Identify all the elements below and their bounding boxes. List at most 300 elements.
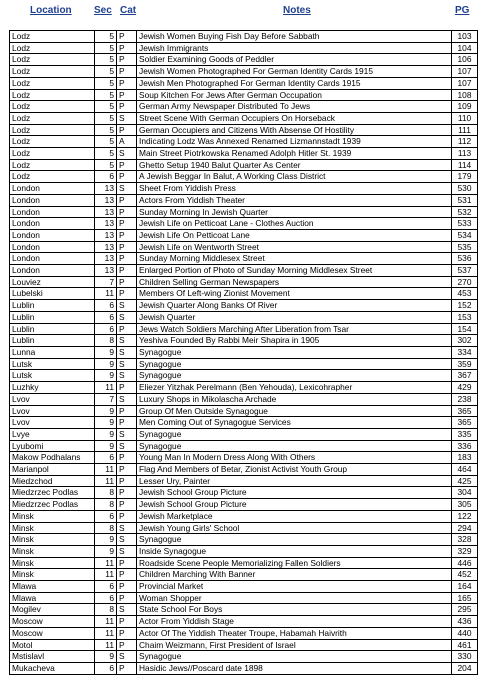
cat-cell: P bbox=[117, 405, 137, 417]
location-cell: Lodz bbox=[10, 42, 95, 54]
notes-cell: Jewish Men Photographed For German Identity Cards 1915 bbox=[137, 77, 452, 89]
location-cell: Motol bbox=[10, 639, 95, 651]
location-cell: Lodz bbox=[10, 101, 95, 113]
notes-cell: Street Scene With German Occupiers On Horseback bbox=[137, 112, 452, 124]
location-cell: Minsk bbox=[10, 510, 95, 522]
table-row bbox=[10, 229, 478, 241]
table-row bbox=[10, 171, 478, 183]
table-row bbox=[10, 183, 478, 195]
sec-cell: 9 bbox=[95, 651, 117, 663]
cat-cell: P bbox=[117, 569, 137, 581]
table-row bbox=[10, 311, 478, 323]
table-row bbox=[10, 265, 478, 277]
notes-cell: Actor Of The Yiddish Theater Troupe, Habamah Haivrith bbox=[137, 627, 452, 639]
cat-cell: S bbox=[117, 428, 137, 440]
cat-cell: P bbox=[117, 557, 137, 569]
sec-cell: 6 bbox=[95, 581, 117, 593]
location-cell: Mstislavl bbox=[10, 651, 95, 663]
location-cell: London bbox=[10, 206, 95, 218]
table-row bbox=[10, 77, 478, 89]
location-cell: Luzhky bbox=[10, 382, 95, 394]
table-row bbox=[10, 54, 478, 66]
sec-cell: 11 bbox=[95, 464, 117, 476]
sec-cell: 9 bbox=[95, 417, 117, 429]
notes-cell: Soup Kitchen For Jews After German Occupation bbox=[137, 89, 452, 101]
location-cell: Moscow bbox=[10, 616, 95, 628]
cat-cell: P bbox=[117, 229, 137, 241]
location-cell: Lodz bbox=[10, 112, 95, 124]
cat-cell: P bbox=[117, 241, 137, 253]
pg-cell: 294 bbox=[452, 522, 478, 534]
sec-cell: 11 bbox=[95, 382, 117, 394]
notes-cell: Synagogue bbox=[137, 651, 452, 663]
pg-cell: 367 bbox=[452, 370, 478, 382]
notes-cell: Actor From Yiddish Stage bbox=[137, 616, 452, 628]
notes-cell: State School For Boys bbox=[137, 604, 452, 616]
notes-cell: Inside Synagogue bbox=[137, 545, 452, 557]
pg-cell: 330 bbox=[452, 651, 478, 663]
cat-cell: P bbox=[117, 171, 137, 183]
location-cell: Lodz bbox=[10, 171, 95, 183]
table-row bbox=[10, 253, 478, 265]
cat-cell: S bbox=[117, 112, 137, 124]
pg-cell: 365 bbox=[452, 417, 478, 429]
notes-cell: Sunday Morning In Jewish Quarter bbox=[137, 206, 452, 218]
sec-cell: 6 bbox=[95, 323, 117, 335]
pg-cell: 110 bbox=[452, 112, 478, 124]
notes-cell: Roadside Scene People Memorializing Fallen Soldiers bbox=[137, 557, 452, 569]
location-header: Location bbox=[30, 5, 72, 16]
table-row bbox=[10, 569, 478, 581]
pg-cell: 436 bbox=[452, 616, 478, 628]
notes-cell: Luxury Shops in Mikolascha Archade bbox=[137, 393, 452, 405]
table-row bbox=[10, 159, 478, 171]
notes-cell: Main Street Piotrkowska Renamed Adolph Hitler St. 1939 bbox=[137, 148, 452, 160]
notes-cell: Jews Watch Soldiers Marching After Liberation from Tsar bbox=[137, 323, 452, 335]
notes-cell: Ghetto Setup 1940 Balut Quarter As Center bbox=[137, 159, 452, 171]
location-cell: Lvye bbox=[10, 428, 95, 440]
sec-cell: 5 bbox=[95, 77, 117, 89]
table-row bbox=[10, 592, 478, 604]
sec-cell: 5 bbox=[95, 31, 117, 43]
cat-cell: P bbox=[117, 487, 137, 499]
location-cell: London bbox=[10, 229, 95, 241]
table-row bbox=[10, 346, 478, 358]
pg-cell: 106 bbox=[452, 54, 478, 66]
notes-cell: Synagogue bbox=[137, 534, 452, 546]
location-cell: Lodz bbox=[10, 148, 95, 160]
notes-cell: Children Marching With Banner bbox=[137, 569, 452, 581]
pg-cell: 537 bbox=[452, 265, 478, 277]
pg-cell: 530 bbox=[452, 183, 478, 195]
location-cell: Lunna bbox=[10, 346, 95, 358]
notes-cell: Men Coming Out of Synagogue Services bbox=[137, 417, 452, 429]
sec-cell: 9 bbox=[95, 405, 117, 417]
sec-cell: 7 bbox=[95, 393, 117, 405]
sec-cell: 8 bbox=[95, 335, 117, 347]
table-row bbox=[10, 428, 478, 440]
cat-cell: P bbox=[117, 206, 137, 218]
location-cell: Minsk bbox=[10, 545, 95, 557]
location-cell: Lodz bbox=[10, 136, 95, 148]
cat-cell: S bbox=[117, 604, 137, 616]
notes-cell: German Army Newspaper Distributed To Jews bbox=[137, 101, 452, 113]
location-cell: London bbox=[10, 253, 95, 265]
table-row bbox=[10, 651, 478, 663]
sec-cell: 11 bbox=[95, 569, 117, 581]
pg-cell: 165 bbox=[452, 592, 478, 604]
notes-cell: Jewish Women Photographed For German Identity Cards 1915 bbox=[137, 66, 452, 78]
location-cell: Marianpol bbox=[10, 464, 95, 476]
pg-cell: 109 bbox=[452, 101, 478, 113]
location-cell: Lodz bbox=[10, 66, 95, 78]
pg-cell: 536 bbox=[452, 253, 478, 265]
table-row bbox=[10, 194, 478, 206]
table-row bbox=[10, 393, 478, 405]
notes-cell: Hasidic Jews//Poscard date 1898 bbox=[137, 662, 452, 674]
table-row bbox=[10, 112, 478, 124]
sec-cell: 11 bbox=[95, 627, 117, 639]
cat-cell: P bbox=[117, 510, 137, 522]
pg-cell: 107 bbox=[452, 77, 478, 89]
location-cell: London bbox=[10, 194, 95, 206]
notes-cell: Jewish Life On Petticoat Lane bbox=[137, 229, 452, 241]
cat-cell: P bbox=[117, 218, 137, 230]
cat-cell: S bbox=[117, 651, 137, 663]
sec-cell: 13 bbox=[95, 194, 117, 206]
notes-cell: A Jewish Beggar In Balut, A Working Class District bbox=[137, 171, 452, 183]
table-row bbox=[10, 499, 478, 511]
cat-cell: A bbox=[117, 136, 137, 148]
cat-cell: S bbox=[117, 393, 137, 405]
column-header-row bbox=[0, 0, 488, 22]
pg-cell: 164 bbox=[452, 581, 478, 593]
sec-cell: 5 bbox=[95, 112, 117, 124]
cat-cell: P bbox=[117, 627, 137, 639]
location-cell: Minsk bbox=[10, 557, 95, 569]
pg-cell: 533 bbox=[452, 218, 478, 230]
pg-cell: 335 bbox=[452, 428, 478, 440]
sec-cell: 13 bbox=[95, 206, 117, 218]
location-cell: London bbox=[10, 265, 95, 277]
pg-cell: 440 bbox=[452, 627, 478, 639]
cat-cell: P bbox=[117, 54, 137, 66]
notes-cell: Yeshiva Founded By Rabbi Meir Shapira in 1905 bbox=[137, 335, 452, 347]
cat-cell: P bbox=[117, 417, 137, 429]
cat-cell: S bbox=[117, 311, 137, 323]
table-row bbox=[10, 452, 478, 464]
table-row bbox=[10, 370, 478, 382]
table-row bbox=[10, 545, 478, 557]
cat-cell: P bbox=[117, 101, 137, 113]
pg-cell: 153 bbox=[452, 311, 478, 323]
location-cell: Lublin bbox=[10, 311, 95, 323]
location-cell: Louviez bbox=[10, 276, 95, 288]
pg-cell: 183 bbox=[452, 452, 478, 464]
cat-cell: P bbox=[117, 581, 137, 593]
pg-cell: 270 bbox=[452, 276, 478, 288]
notes-cell: Synagogue bbox=[137, 440, 452, 452]
pg-cell: 114 bbox=[452, 159, 478, 171]
pg-cell: 304 bbox=[452, 487, 478, 499]
cat-cell: S bbox=[117, 534, 137, 546]
sec-cell: 13 bbox=[95, 218, 117, 230]
sec-cell: 5 bbox=[95, 54, 117, 66]
table-row bbox=[10, 358, 478, 370]
pg-cell: 152 bbox=[452, 300, 478, 312]
sec-cell: 6 bbox=[95, 300, 117, 312]
pg-cell: 122 bbox=[452, 510, 478, 522]
table-row bbox=[10, 382, 478, 394]
pg-cell: 452 bbox=[452, 569, 478, 581]
sec-cell: 11 bbox=[95, 639, 117, 651]
notes-cell: Provincial Market bbox=[137, 581, 452, 593]
notes-cell: German Occupiers and Citizens With Absense Of Hostility bbox=[137, 124, 452, 136]
cat-cell: P bbox=[117, 66, 137, 78]
table-row bbox=[10, 405, 478, 417]
table-row bbox=[10, 662, 478, 674]
location-cell: Minsk bbox=[10, 569, 95, 581]
sec-cell: 8 bbox=[95, 522, 117, 534]
cat-cell: P bbox=[117, 159, 137, 171]
table-row bbox=[10, 627, 478, 639]
notes-cell: Woman Shopper bbox=[137, 592, 452, 604]
pg-cell: 329 bbox=[452, 545, 478, 557]
cat-cell: P bbox=[117, 288, 137, 300]
location-cell: London bbox=[10, 241, 95, 253]
notes-cell: Synagogue bbox=[137, 346, 452, 358]
cat-cell: P bbox=[117, 499, 137, 511]
notes-cell: Synagogue bbox=[137, 428, 452, 440]
location-cell: Lutsk bbox=[10, 358, 95, 370]
notes-cell: Members Of Left-wing Zionist Movement bbox=[137, 288, 452, 300]
table-row bbox=[10, 136, 478, 148]
location-cell: Makow Podhalans bbox=[10, 452, 95, 464]
location-cell: Lvov bbox=[10, 405, 95, 417]
sec-cell: 6 bbox=[95, 662, 117, 674]
sec-cell: 5 bbox=[95, 89, 117, 101]
location-cell: Lodz bbox=[10, 159, 95, 171]
cat-cell: P bbox=[117, 77, 137, 89]
location-cell: Lublin bbox=[10, 300, 95, 312]
pg-cell: 336 bbox=[452, 440, 478, 452]
notes-cell: Sunday Morning Middlesex Street bbox=[137, 253, 452, 265]
location-cell: Miedzrzec Podlas bbox=[10, 487, 95, 499]
notes-cell: Sheet From Yiddish Press bbox=[137, 183, 452, 195]
pg-header: PG bbox=[455, 5, 470, 16]
sec-cell: 6 bbox=[95, 311, 117, 323]
location-cell: Mlawa bbox=[10, 592, 95, 604]
table-row bbox=[10, 464, 478, 476]
cat-cell: P bbox=[117, 452, 137, 464]
location-cell: Lvov bbox=[10, 417, 95, 429]
sec-cell: 9 bbox=[95, 346, 117, 358]
cat-cell: P bbox=[117, 662, 137, 674]
table-row bbox=[10, 440, 478, 452]
pg-cell: 295 bbox=[452, 604, 478, 616]
sec-cell: 11 bbox=[95, 616, 117, 628]
cat-cell: S bbox=[117, 148, 137, 160]
location-cell: Lublin bbox=[10, 335, 95, 347]
sec-cell: 6 bbox=[95, 510, 117, 522]
sec-cell: 13 bbox=[95, 253, 117, 265]
cat-cell: P bbox=[117, 639, 137, 651]
sec-cell: 5 bbox=[95, 136, 117, 148]
notes-cell: Synagogue bbox=[137, 358, 452, 370]
table-row bbox=[10, 42, 478, 54]
pg-cell: 425 bbox=[452, 475, 478, 487]
notes-cell: Children Selling German Newspapers bbox=[137, 276, 452, 288]
location-cell: Miedzchod bbox=[10, 475, 95, 487]
pg-cell: 453 bbox=[452, 288, 478, 300]
sec-cell: 11 bbox=[95, 475, 117, 487]
cat-cell: P bbox=[117, 592, 137, 604]
cat-cell: P bbox=[117, 253, 137, 265]
table-row bbox=[10, 475, 478, 487]
cat-cell: S bbox=[117, 358, 137, 370]
pg-cell: 535 bbox=[452, 241, 478, 253]
table-row bbox=[10, 522, 478, 534]
sec-cell: 13 bbox=[95, 183, 117, 195]
sec-cell: 5 bbox=[95, 124, 117, 136]
notes-header: Notes bbox=[283, 5, 311, 16]
table-row bbox=[10, 639, 478, 651]
pg-cell: 111 bbox=[452, 124, 478, 136]
table-row bbox=[10, 581, 478, 593]
location-cell: Miedzrzec Podlas bbox=[10, 499, 95, 511]
table-row bbox=[10, 335, 478, 347]
cat-header: Cat bbox=[120, 5, 137, 16]
cat-cell: S bbox=[117, 370, 137, 382]
cat-cell: P bbox=[117, 616, 137, 628]
pg-cell: 531 bbox=[452, 194, 478, 206]
table-row bbox=[10, 101, 478, 113]
cat-cell: S bbox=[117, 335, 137, 347]
sec-cell: 5 bbox=[95, 159, 117, 171]
notes-cell: Eliezer Yitzhak Perelmann (Ben Yehouda), Lexicohrapher bbox=[137, 382, 452, 394]
table-row bbox=[10, 534, 478, 546]
pg-cell: 204 bbox=[452, 662, 478, 674]
cat-cell: S bbox=[117, 522, 137, 534]
notes-cell: Group Of Men Outside Synagogue bbox=[137, 405, 452, 417]
sec-cell: 8 bbox=[95, 604, 117, 616]
table-row bbox=[10, 417, 478, 429]
location-cell: Mogilev bbox=[10, 604, 95, 616]
pg-cell: 464 bbox=[452, 464, 478, 476]
pg-cell: 365 bbox=[452, 405, 478, 417]
location-cell: Minsk bbox=[10, 522, 95, 534]
location-cell: Mukacheva bbox=[10, 662, 95, 674]
table-row bbox=[10, 604, 478, 616]
notes-cell: Jewish Quarter bbox=[137, 311, 452, 323]
pg-cell: 532 bbox=[452, 206, 478, 218]
pg-cell: 104 bbox=[452, 42, 478, 54]
table-row bbox=[10, 288, 478, 300]
pg-cell: 179 bbox=[452, 171, 478, 183]
index-table-body bbox=[10, 31, 478, 675]
cat-cell: S bbox=[117, 300, 137, 312]
table-row bbox=[10, 276, 478, 288]
sec-cell: 11 bbox=[95, 288, 117, 300]
table-row bbox=[10, 89, 478, 101]
pg-cell: 429 bbox=[452, 382, 478, 394]
cat-cell: P bbox=[117, 382, 137, 394]
sec-cell: 5 bbox=[95, 42, 117, 54]
table-row bbox=[10, 218, 478, 230]
pg-cell: 107 bbox=[452, 66, 478, 78]
index-table bbox=[9, 30, 478, 675]
notes-cell: Soldier Examining Goods of Peddler bbox=[137, 54, 452, 66]
sec-cell: 5 bbox=[95, 66, 117, 78]
notes-cell: Jewish Young Girls' School bbox=[137, 522, 452, 534]
pg-cell: 113 bbox=[452, 148, 478, 160]
cat-cell: P bbox=[117, 276, 137, 288]
cat-cell: P bbox=[117, 323, 137, 335]
table-row bbox=[10, 487, 478, 499]
pg-cell: 305 bbox=[452, 499, 478, 511]
location-cell: Lublin bbox=[10, 323, 95, 335]
location-cell: Lodz bbox=[10, 54, 95, 66]
sec-cell: 9 bbox=[95, 358, 117, 370]
notes-cell: Jewish Quarter Along Banks Of River bbox=[137, 300, 452, 312]
sec-cell: 9 bbox=[95, 370, 117, 382]
table-row bbox=[10, 557, 478, 569]
cat-cell: P bbox=[117, 124, 137, 136]
pg-cell: 302 bbox=[452, 335, 478, 347]
cat-cell: P bbox=[117, 89, 137, 101]
notes-cell: Enlarged Portion of Photo of Sunday Morning Middlesex Street bbox=[137, 265, 452, 277]
location-cell: Minsk bbox=[10, 534, 95, 546]
cat-cell: P bbox=[117, 475, 137, 487]
cat-cell: S bbox=[117, 440, 137, 452]
cat-cell: P bbox=[117, 31, 137, 43]
table-row bbox=[10, 124, 478, 136]
cat-cell: P bbox=[117, 265, 137, 277]
pg-cell: 534 bbox=[452, 229, 478, 241]
table-row bbox=[10, 66, 478, 78]
sec-header: Sec bbox=[94, 5, 112, 16]
pg-cell: 461 bbox=[452, 639, 478, 651]
notes-cell: Jewish School Group Picture bbox=[137, 499, 452, 511]
sec-cell: 9 bbox=[95, 545, 117, 557]
table-row bbox=[10, 300, 478, 312]
pg-cell: 446 bbox=[452, 557, 478, 569]
sec-cell: 6 bbox=[95, 452, 117, 464]
pg-cell: 103 bbox=[452, 31, 478, 43]
table-row bbox=[10, 148, 478, 160]
notes-cell: Jewish Life on Wentworth Street bbox=[137, 241, 452, 253]
pg-cell: 328 bbox=[452, 534, 478, 546]
sec-cell: 9 bbox=[95, 534, 117, 546]
notes-cell: Jewish Life on Petticoat Lane - Clothes Auction bbox=[137, 218, 452, 230]
table-row bbox=[10, 241, 478, 253]
sec-cell: 8 bbox=[95, 499, 117, 511]
pg-cell: 112 bbox=[452, 136, 478, 148]
table-row bbox=[10, 31, 478, 43]
location-cell: Lvov bbox=[10, 393, 95, 405]
notes-cell: Actors From Yiddish Theater bbox=[137, 194, 452, 206]
notes-cell: Jewish Immigrants bbox=[137, 42, 452, 54]
pg-cell: 334 bbox=[452, 346, 478, 358]
location-cell: Mlawa bbox=[10, 581, 95, 593]
cat-cell: P bbox=[117, 464, 137, 476]
location-cell: Lodz bbox=[10, 31, 95, 43]
table-row bbox=[10, 206, 478, 218]
sec-cell: 9 bbox=[95, 428, 117, 440]
location-cell: Lutsk bbox=[10, 370, 95, 382]
location-cell: Lodz bbox=[10, 124, 95, 136]
sec-cell: 13 bbox=[95, 265, 117, 277]
